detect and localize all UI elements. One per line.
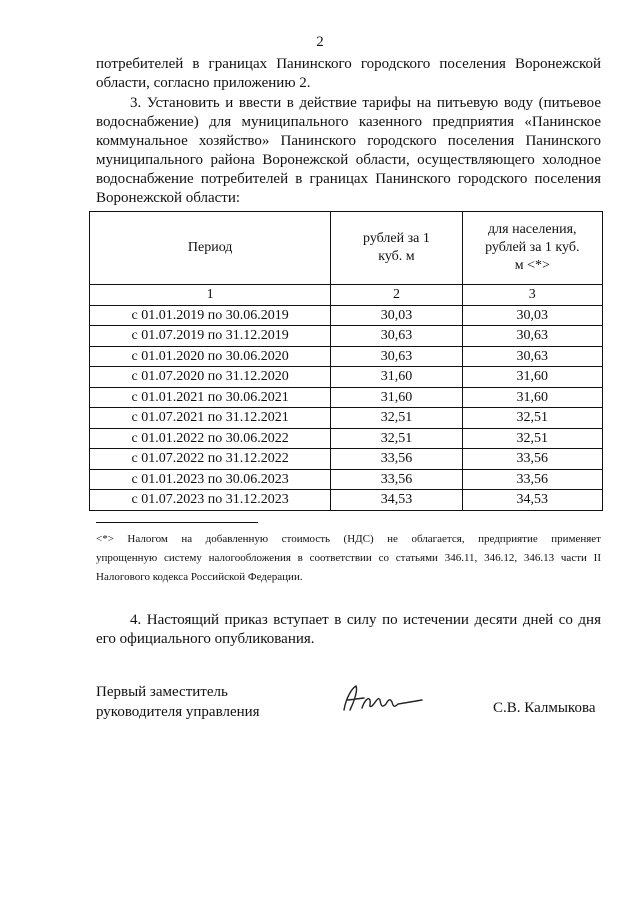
column-number: 1 — [90, 285, 331, 306]
period-cell: с 01.01.2023 по 30.06.2023 — [90, 469, 331, 490]
rate-population-cell: 31,60 — [462, 387, 602, 408]
column-number: 2 — [331, 285, 462, 306]
signatory-title-line: руководителя управления — [96, 704, 260, 720]
header-rate-population — [462, 212, 602, 285]
tariff-table — [89, 211, 603, 511]
period-cell: с 01.01.2021 по 30.06.2021 — [90, 387, 331, 408]
rate-cell: 31,60 — [331, 367, 462, 388]
footnote-line: Налогового кодекса Российской Федерации. — [96, 571, 303, 583]
rate-cell: 33,56 — [331, 469, 462, 490]
table-row — [90, 428, 603, 449]
period-cell: с 01.07.2020 по 31.12.2020 — [90, 367, 331, 388]
rate-population-cell: 30,63 — [462, 346, 602, 367]
column-number: 3 — [462, 285, 602, 306]
period-cell: с 01.01.2022 по 30.06.2022 — [90, 428, 331, 449]
rate-cell: 32,51 — [331, 408, 462, 429]
period-cell: с 01.07.2023 по 31.12.2023 — [90, 490, 331, 511]
item3-line: водоснабжение) для муниципального казенного предприятия «Панинское — [96, 114, 601, 130]
header-period: Период — [90, 212, 331, 285]
table-number-row — [90, 285, 603, 306]
table-row — [90, 346, 603, 367]
header-rate — [331, 212, 462, 285]
rate-population-cell: 34,53 — [462, 490, 602, 511]
rate-population-cell: 31,60 — [462, 367, 602, 388]
rate-cell: 30,63 — [331, 346, 462, 367]
intro-line: области, согласно приложению 2. — [96, 75, 311, 91]
item4-line: 4. Настоящий приказ вступает в силу по истечении десяти дней со дня — [130, 612, 601, 628]
item3-line: муниципального района Воронежской области, осуществляющего холодное — [96, 152, 601, 168]
period-cell: с 01.07.2021 по 31.12.2021 — [90, 408, 331, 429]
period-cell: с 01.01.2019 по 30.06.2019 — [90, 305, 331, 326]
rate-cell: 33,56 — [331, 449, 462, 470]
item3-paragraph — [96, 94, 601, 208]
footnote-line: <*> Налогом на добавленную стоимость (НДС) не облагается, предприятие применяет — [96, 533, 601, 545]
intro-line: потребителей в границах Панинского городского поселения Воронежской — [96, 56, 601, 72]
period-cell: с 01.01.2020 по 30.06.2020 — [90, 346, 331, 367]
rate-cell: 34,53 — [331, 490, 462, 511]
table-header-row — [90, 212, 603, 285]
footnote — [96, 530, 601, 587]
intro-paragraph — [96, 55, 601, 93]
table-row — [90, 408, 603, 429]
table-row — [90, 387, 603, 408]
handwritten-signature — [338, 680, 428, 720]
header-rate-text: рублей за 1 куб. м — [363, 231, 430, 264]
rate-population-cell: 32,51 — [462, 408, 602, 429]
rate-population-cell: 32,51 — [462, 428, 602, 449]
rate-cell: 30,63 — [331, 326, 462, 347]
item3-line: коммунальное хозяйство» Панинского городского поселения Панинского — [96, 133, 601, 149]
rate-population-cell: 30,63 — [462, 326, 602, 347]
signatory-title — [96, 682, 260, 722]
table-row — [90, 326, 603, 347]
table-row — [90, 469, 603, 490]
signatory-title-line: Первый заместитель — [96, 684, 228, 700]
table-body — [90, 305, 603, 510]
table-row — [90, 449, 603, 470]
item3-line: Воронежской области: — [96, 190, 241, 206]
item4-paragraph — [96, 611, 601, 649]
rate-cell: 31,60 — [331, 387, 462, 408]
table-row — [90, 367, 603, 388]
item4-line: его официального опубликования. — [96, 631, 315, 647]
footnote-divider — [96, 522, 258, 523]
item3-line: водоснабжение потребителей в границах Панинского городского поселения — [96, 171, 601, 187]
footnote-line: упрощенную систему налогообложения в соответствии со статьями 346.11, 346.12, 346.13 части II — [96, 552, 601, 564]
rate-population-cell: 33,56 — [462, 449, 602, 470]
rate-cell: 32,51 — [331, 428, 462, 449]
table-row — [90, 490, 603, 511]
rate-cell: 30,03 — [331, 305, 462, 326]
table-row — [90, 305, 603, 326]
period-cell: с 01.07.2022 по 31.12.2022 — [90, 449, 331, 470]
period-cell: с 01.07.2019 по 31.12.2019 — [90, 326, 331, 347]
page-number: 2 — [316, 34, 324, 50]
header-rate-population-text: для населения, рублей за 1 куб. м <*> — [485, 222, 580, 273]
rate-population-cell: 33,56 — [462, 469, 602, 490]
signer-name: С.В. Калмыкова — [493, 700, 596, 716]
rate-population-cell: 30,03 — [462, 305, 602, 326]
item3-line: 3. Установить и ввести в действие тарифы на питьевую воду (питьевое — [130, 95, 601, 111]
